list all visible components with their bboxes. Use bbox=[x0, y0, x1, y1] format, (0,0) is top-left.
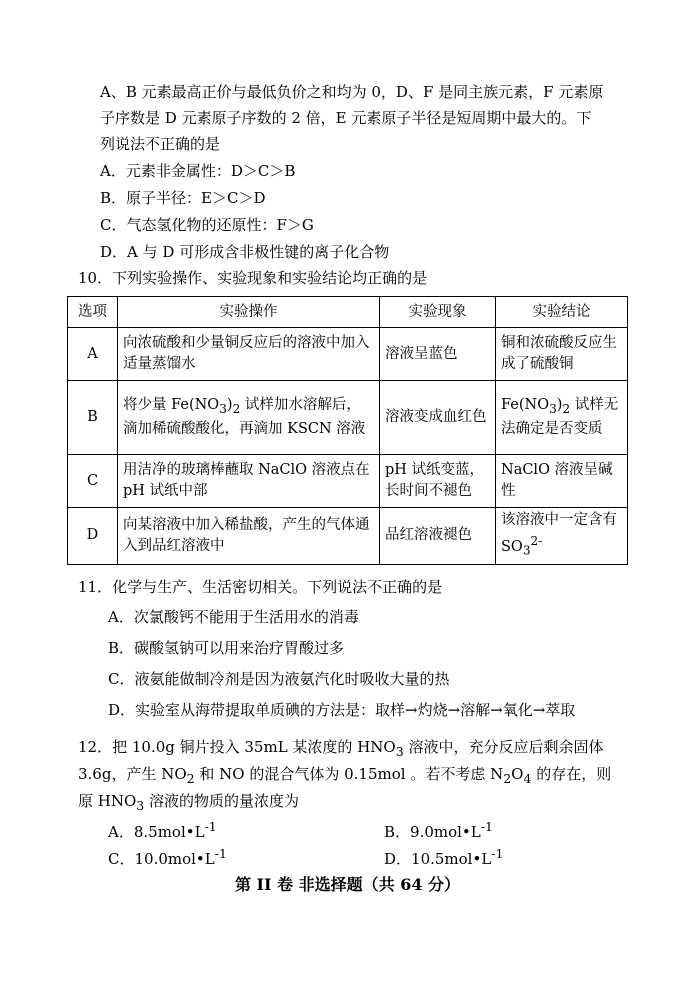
row-phenomenon: pH 试纸变蓝，长时间不褪色 bbox=[380, 455, 496, 508]
row-label: D bbox=[68, 508, 118, 565]
table-row bbox=[68, 508, 628, 565]
q9-option-c: C．气态氢化物的还原性：F＞G bbox=[100, 216, 314, 234]
table-row bbox=[68, 381, 628, 455]
q9-stem-line-2: 子序数是 D 元素原子序数的 2 倍，E 元素原子半径是短周期中最大的。下 bbox=[100, 109, 592, 127]
q10-stem: 10．下列实验操作、实验现象和实验结论均正确的是 bbox=[78, 269, 428, 287]
row-conclusion: $Fe(NO_3)_2$ 试样无法确定是否变质 bbox=[496, 381, 628, 455]
q11-option-d: D．实验室从海带提取单质碘的方法是：取样→灼烧→溶解→氧化→萃取 bbox=[108, 701, 576, 719]
q12-option-c: C．$10.0mol•L^{-1}$ bbox=[108, 846, 227, 868]
q11-stem: 11．化学与生产、生活密切相关。下列说法不正确的是 bbox=[78, 578, 443, 596]
row-operation: 向浓硫酸和少量铜反应后的溶液中加入适量蒸馏水 bbox=[118, 328, 380, 381]
q12-stem-line-3: 原 $HNO_3$ 溶液的物质的量浓度为 bbox=[78, 792, 300, 813]
q12-stem-line-1: 12．把 10.0g 铜片投入 35mL 某浓度的 $HNO_3$ 溶液中，充分反应后剩余固体 bbox=[78, 738, 604, 759]
q12-option-a: A．$8.5mol•L^{-1}$ bbox=[108, 819, 217, 841]
row-operation: 将少量 $Fe(NO_3)_2$ 试样加水溶解后，滴加稀硫酸酸化，再滴加 KSCN 溶液 bbox=[118, 381, 380, 455]
row-conclusion: 铜和浓硫酸反应生成了硫酸铜 bbox=[496, 328, 628, 381]
q12-option-d: D．$10.5mol•L^{-1}$ bbox=[384, 846, 504, 868]
q9-stem-line-3: 列说法不正确的是 bbox=[100, 135, 221, 153]
section-title: 第 II 卷 非选择题（共 64 分） bbox=[234, 875, 461, 894]
header-option: 选项 bbox=[68, 297, 118, 328]
table-row bbox=[68, 328, 628, 381]
experiment-table bbox=[67, 296, 628, 565]
table-header-row bbox=[68, 297, 628, 328]
header-operation: 实验操作 bbox=[118, 297, 380, 328]
row-phenomenon: 品红溶液褪色 bbox=[380, 508, 496, 565]
row-label: A bbox=[68, 328, 118, 381]
header-phenomenon: 实验现象 bbox=[380, 297, 496, 328]
row-phenomenon: 溶液变成血红色 bbox=[380, 381, 496, 455]
row-conclusion: NaClO 溶液呈碱性 bbox=[496, 455, 628, 508]
q9-stem-line-1: A、B 元素最高正价与最低负价之和均为 0，D、F 是同主族元素，F 元素原 bbox=[100, 83, 604, 101]
q11-option-c: C．液氨能做制冷剂是因为液氨汽化时吸收大量的热 bbox=[108, 670, 450, 688]
row-label: B bbox=[68, 381, 118, 455]
table-row bbox=[68, 455, 628, 508]
row-phenomenon: 溶液呈蓝色 bbox=[380, 328, 496, 381]
q12-option-b: B．$9.0mol•L^{-1}$ bbox=[384, 819, 493, 841]
q11-option-a: A．次氯酸钙不能用于生活用水的消毒 bbox=[108, 608, 359, 626]
header-conclusion: 实验结论 bbox=[496, 297, 628, 328]
row-operation: 用洁净的玻璃棒蘸取 NaClO 溶液点在 pH 试纸中部 bbox=[118, 455, 380, 508]
q9-option-b: B．原子半径：E＞C＞D bbox=[100, 189, 266, 207]
row-conclusion: 该溶液中一定含有 $SO_3^{2-}$ bbox=[496, 508, 628, 565]
row-operation: 向某溶液中加入稀盐酸，产生的气体通入到品红溶液中 bbox=[118, 508, 380, 565]
row-label: C bbox=[68, 455, 118, 508]
q11-option-b: B．碳酸氢钠可以用来治疗胃酸过多 bbox=[108, 639, 345, 657]
q9-option-d: D．A 与 D 可形成含非极性键的离子化合物 bbox=[100, 243, 390, 261]
q12-stem-line-2: 3.6g，产生 $NO_2$ 和 NO 的混合气体为 0.15mol 。若不考虑 $N_2O_4$ 的存在，则 bbox=[78, 765, 612, 786]
q9-option-a: A．元素非金属性：D＞C＞B bbox=[100, 162, 296, 180]
